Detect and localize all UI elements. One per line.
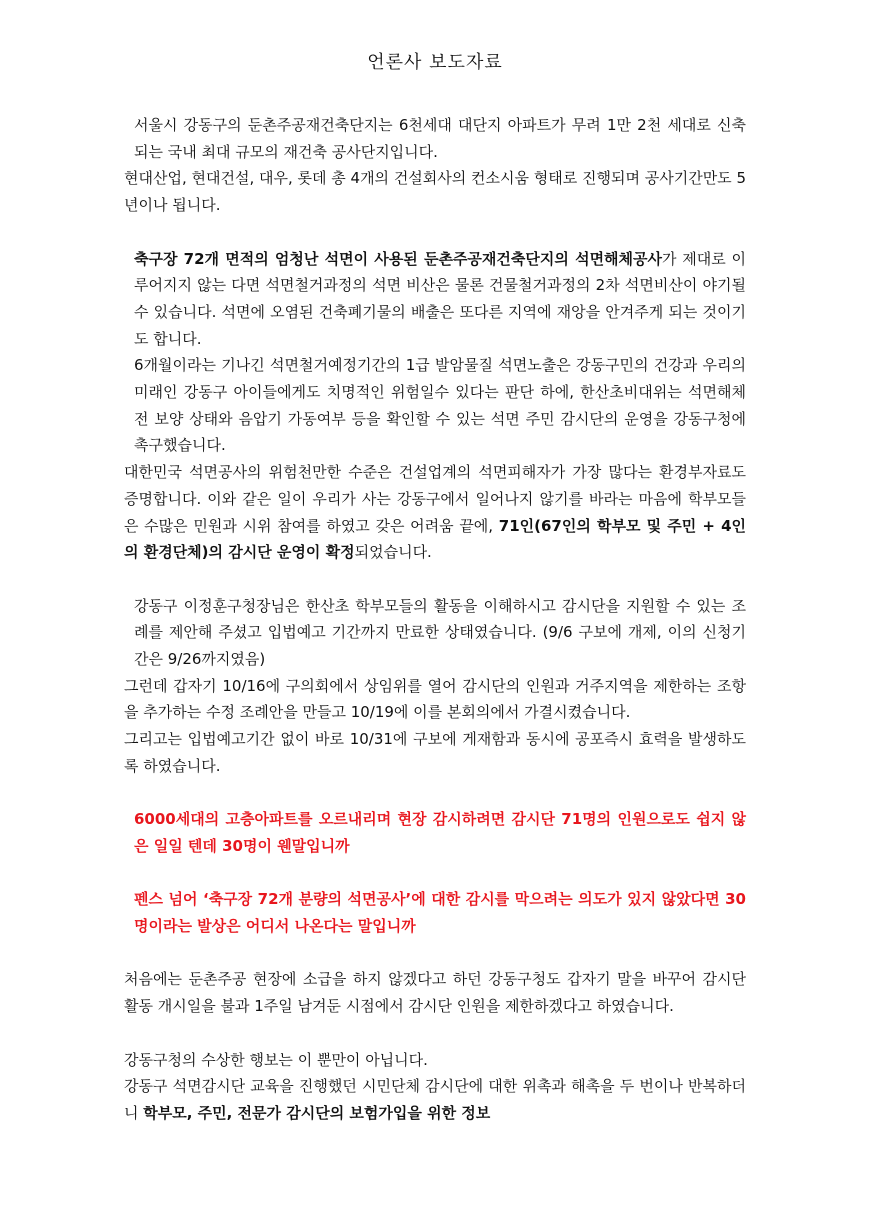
- body-text: 강동구 석면감시단 교육을 진행했던 시민단체 감시단에 대한 위촉과 해촉을 두 번이나 반복하더니: [124, 1077, 746, 1122]
- document-body: [124, 112, 746, 1127]
- emphasis-text: 학부모, 주민, 전문가 감시단의 보험가입을 위한 정보: [143, 1103, 491, 1122]
- paragraph-gap: [124, 219, 746, 246]
- emphasis-text: 축구장 72개 면적의 엄청난 석면이 사용된 둔촌주공재건축단지의 석면해체공사: [134, 249, 663, 268]
- paragraph-gap: [124, 780, 746, 807]
- highlight-statement-1: 6000세대의 고층아파트를 오르내리며 현장 감시하려면 감시단 71명의 인원으로도 쉽지 않은 일일 텐데 30명이 웬말입니까: [134, 810, 746, 855]
- paragraph-gap: [124, 1020, 746, 1047]
- emphasis-text: 71인(67인의 학부모 및 주민 + 4인의 환경단체)의 감시단 운영이 확정: [124, 516, 746, 562]
- paragraph-gap: [124, 940, 746, 967]
- paragraph-monitoring-confirmed: [124, 459, 746, 566]
- paragraph-consortium: 현대산업, 현대건설, 대우, 롯데 총 4개의 건설회사의 컨소시움 형태로 진행되며 공사기간만도 5년이나 됩니다.: [124, 169, 746, 215]
- paragraph-amendment: 그런데 갑자기 10/16에 구의회에서 상임위를 열어 감시단의 인원과 거주지역을 제한하는 조항을 추가하는 수정 조례안을 만들고 10/19에 이를 본회의에서 가결시켰습니다.: [124, 676, 746, 722]
- paragraph-promulgation: 그리고는 입법예고기간 없이 바로 10/31에 구보에 게재함과 동시에 공포즉시 효력을 발생하도록 하였습니다.: [124, 730, 746, 775]
- paragraph-ordinance: 강동구 이정훈구청장님은 한산초 학부모들의 활동을 이해하시고 감시단을 지원할 수 있는 조례를 제안해 주셨고 입법예고 기간까지 만료한 상태였습니다. (9/6 구보에 개제, 이의 신청기간은 9/26까지였음): [134, 596, 746, 669]
- body-text: 되었습니다.: [354, 543, 432, 562]
- paragraph-intro: 서울시 강동구의 둔촌주공재건축단지는 6천세대 대단지 아파트가 무려 1만 2천 세대로 신축되는 국내 최대 규모의 재건축 공사단지입니다.: [134, 116, 746, 161]
- paragraph-monitoring-request: 6개월이라는 기나긴 석면철거예정기간의 1급 발암물질 석면노출은 강동구민의 건강과 우리의 미래인 강동구 아이들에게도 치명적인 위험일수 있다는 판단 하에, 한산초비대위는 석면해체 전 보양 상태와 음압기 가동여부 등을 확인할 수 있는 석면 주민 감시단의 운영을 강동구청에 촉구했습니다.: [134, 356, 746, 455]
- highlight-statement-2: 펜스 넘어 ‘축구장 72개 분량의 석면공사’에 대한 감시를 막으려는 의도가 있지 않았다면 30명이라는 발상은 어디서 나온다는 말입니까: [134, 890, 746, 936]
- paragraph-asbestos-risk: [124, 246, 746, 353]
- body-text: 대한민국 석면공사의 위험천만한 수준은 건설업계의 석면피해자가 가장 많다는 환경부자료도 증명합니다. 이와 같은 일이 우리가 사는 강동구에서 일어나지 않기를 바라는 마음에 학부모들은 수많은 민원과 시위 참여를 하였고 갖은 어려움 끝에,: [124, 463, 746, 535]
- paragraph-district-change: 처음에는 둔촌주공 현장에 소급을 하지 않겠다고 하던 강동구청도 갑자기 말을 바꾸어 감시단 활동 개시일을 불과 1주일 남겨둔 시점에서 감시단 인원을 제한하겠다고 하였습니다.: [124, 970, 746, 1016]
- paragraph-gap: [124, 860, 746, 887]
- page-title: 언론사 보도자료: [367, 52, 503, 73]
- body-text: 가 제대로 이루어지지 않는 다면 석면철거과정의 석면 비산은 물론 건물철거과정의 2차 석면비산이 야기될 수 있습니다. 석면에 오염된 건축폐기물의 배출은 또다른 지역에 재앙을 안겨주게 되는 것이기도 합니다.: [134, 249, 746, 348]
- paragraph-insurance: [124, 1073, 746, 1126]
- paragraph-gap: [124, 566, 746, 593]
- paragraph-suspicious: 강동구청의 수상한 행보는 이 뿐만이 아닙니다.: [124, 1050, 428, 1069]
